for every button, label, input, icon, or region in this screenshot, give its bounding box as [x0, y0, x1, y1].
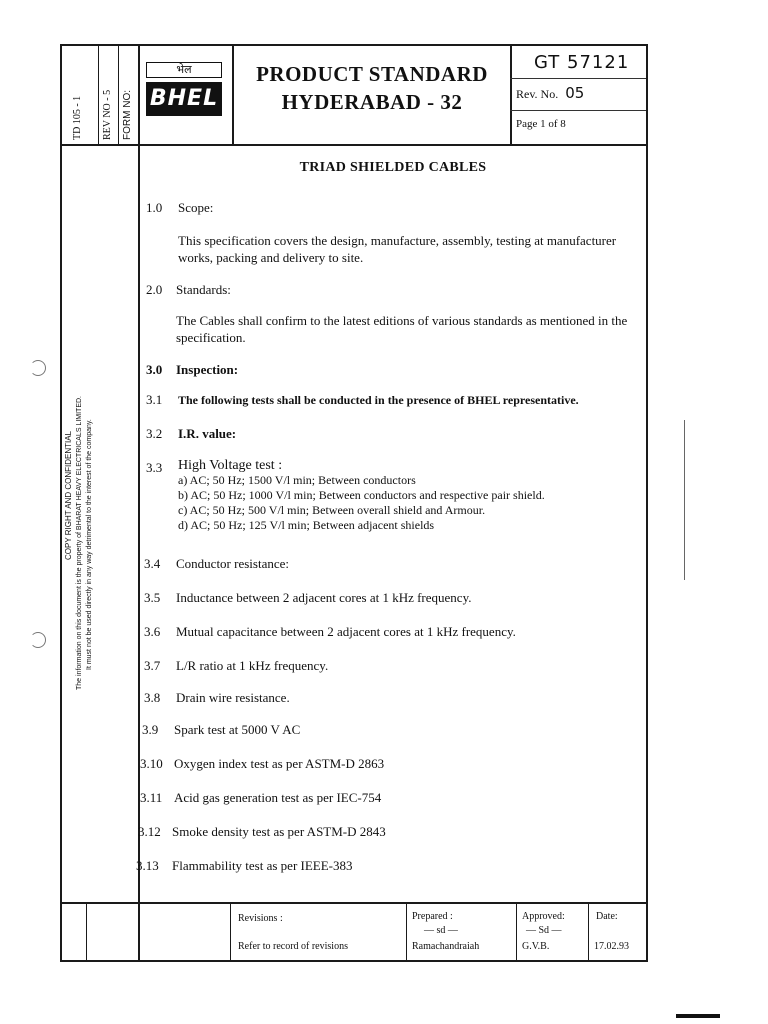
- footer-divider-4: [588, 902, 589, 962]
- confidential-title: COPY RIGHT AND CONFIDENTIAL: [64, 430, 73, 560]
- frame-right: [646, 44, 648, 962]
- header-title-2: HYDERABAD - 32: [281, 90, 463, 114]
- hv-test-item: d) AC; 50 Hz; 125 V/l min; Between adjacent shields: [178, 518, 435, 532]
- frame-left: [60, 44, 62, 962]
- section-number: 2.0: [146, 282, 163, 297]
- frame-top: [60, 44, 648, 46]
- section-heading: Spark test at 5000 V AC: [174, 722, 301, 737]
- section-number: 3.8: [144, 690, 161, 705]
- section-number: 3.4: [144, 556, 161, 571]
- header-divider-meta: [510, 44, 512, 144]
- meta-row-2: [510, 110, 646, 111]
- hv-test-item: b) AC; 50 Hz; 1000 V/l min; Between conductors and respective pair shield.: [178, 488, 545, 502]
- prepared-name: Ramachandraiah: [412, 941, 480, 952]
- footer-top-line: [60, 902, 648, 904]
- section-heading: Oxygen index test as per ASTM-D 2863: [174, 756, 385, 771]
- footer-divider-3: [516, 902, 517, 962]
- sidebar-doc-code: TD 105 - 1: [72, 95, 83, 140]
- section-number: 3.10: [140, 756, 163, 771]
- section-number: 3.3: [146, 460, 163, 475]
- bhel-logo: [146, 62, 222, 122]
- sidebar-divider-2: [118, 44, 119, 144]
- approved-signature: — Sd —: [526, 925, 562, 936]
- scan-edge-mark: [676, 1014, 720, 1018]
- hv-test-item: c) AC; 50 Hz; 500 V/l min; Between overall shield and Armour.: [178, 503, 486, 517]
- section-heading: High Voltage test :: [178, 458, 283, 473]
- header-title-1: PRODUCT STANDARD: [256, 62, 488, 86]
- section-heading: Flammability test as per IEEE-383: [172, 858, 353, 873]
- section-number: 3.11: [140, 790, 163, 805]
- section-number: 3.7: [144, 658, 161, 673]
- section-heading: Smoke density test as per ASTM-D 2843: [172, 824, 386, 839]
- punch-hole-mark: [30, 360, 46, 376]
- footer-divider-1: [230, 902, 231, 962]
- logo-hindi: भेल: [146, 62, 222, 78]
- document-title: TRIAD SHIELDED CABLES: [299, 160, 487, 175]
- section-number: 3.13: [136, 858, 159, 873]
- revisions-label: Revisions :: [238, 913, 283, 924]
- rev-row: [516, 84, 584, 102]
- section-heading: Mutual capacitance between 2 adjacent cores at 1 kHz frequency.: [176, 624, 516, 639]
- prepared-signature: — sd —: [424, 925, 458, 936]
- sidebar-divider-1: [98, 44, 99, 144]
- section-heading: Standards:: [176, 282, 231, 297]
- meta-row-1: [510, 78, 646, 79]
- section-heading: Inspection:: [176, 362, 239, 377]
- confidential-line2: It must not be used directly in any way detrimental to the interest of the company.: [86, 419, 93, 670]
- date-label: Date:: [596, 911, 618, 922]
- footer-divider-2: [406, 902, 407, 962]
- section-number: 3.0: [146, 362, 163, 377]
- frame-bottom: [60, 960, 648, 962]
- punch-hole-mark: [30, 632, 46, 648]
- section-number: 3.1: [146, 392, 163, 407]
- section-heading: Inductance between 2 adjacent cores at 1 kHz frequency.: [176, 590, 472, 605]
- section-heading: Drain wire resistance.: [176, 690, 290, 705]
- approved-name: G.V.B.: [522, 941, 550, 952]
- revisions-text: Refer to record of revisions: [238, 941, 348, 952]
- section-number: 3.12: [138, 824, 161, 839]
- section-text: This specification covers the design, manufacture, assembly, testing at manufacturer works, packing and delivery to site.: [178, 233, 617, 265]
- prepared-label: Prepared :: [412, 911, 453, 922]
- scan-edge-mark: [684, 420, 685, 580]
- section-heading: The following tests shall be conducted in the presence of BHEL representative.: [178, 393, 579, 407]
- doc-number: GT 57121: [534, 52, 630, 73]
- section-heading: Scope:: [178, 200, 214, 215]
- hv-test-item: a) AC; 50 Hz; 1500 V/l min; Between conductors: [178, 473, 416, 487]
- section-heading: Acid gas generation test as per IEC-754: [174, 790, 382, 805]
- date-value: 17.02.93: [594, 941, 629, 952]
- footer-divider-sidebar: [86, 902, 87, 962]
- section-number: 3.2: [146, 426, 163, 441]
- section-heading: L/R ratio at 1 kHz frequency.: [176, 658, 329, 673]
- logo-mark: BHEL: [146, 82, 222, 116]
- section-number: 1.0: [146, 200, 163, 215]
- section-number: 3.5: [144, 590, 161, 605]
- confidential-line1: The information on this document is the property of BHARAT HEAVY ELECTRICALS LIMITED.: [76, 396, 83, 690]
- header-bottom-line: [60, 144, 648, 146]
- section-number: 3.9: [142, 722, 159, 737]
- sidebar-rev-no: REV NO - 5: [102, 89, 113, 140]
- section-heading: Conductor resistance:: [176, 556, 289, 571]
- approved-label: Approved:: [522, 911, 565, 922]
- section-heading: I.R. value:: [178, 426, 237, 441]
- rev-value: 05: [565, 84, 585, 102]
- page-info: Page 1 of 8: [516, 118, 566, 130]
- sidebar-form-no: FORM NO:: [122, 90, 133, 140]
- section-number: 3.6: [144, 624, 161, 639]
- rev-label: Rev. No.: [516, 87, 559, 101]
- section-text: The Cables shall confirm to the latest editions of various standards as mentioned in the specification.: [176, 313, 628, 345]
